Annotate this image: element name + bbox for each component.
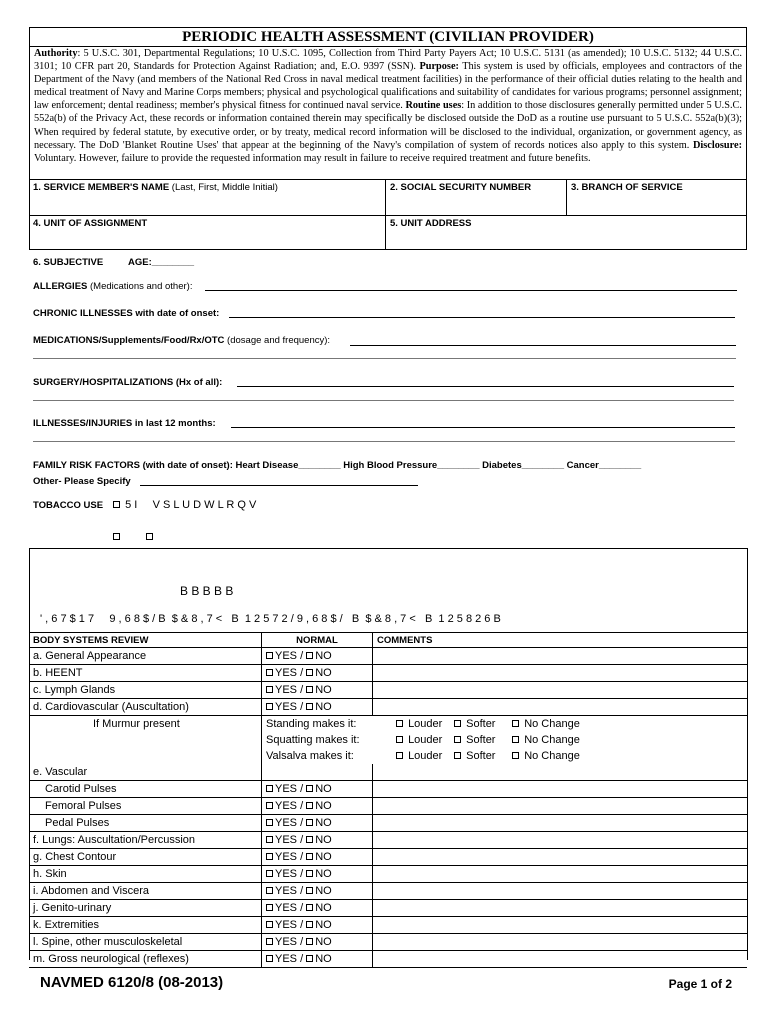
table-row	[29, 849, 747, 866]
table-row	[29, 900, 747, 917]
checkbox-icon[interactable]	[266, 938, 273, 945]
tobacco-checkbox-icon[interactable]	[146, 529, 155, 547]
table-row	[29, 781, 747, 798]
divider	[385, 179, 386, 250]
comments-cell[interactable]	[373, 951, 748, 968]
table-row	[29, 917, 747, 934]
comments-cell[interactable]	[373, 699, 748, 716]
checkbox-icon[interactable]	[266, 785, 273, 792]
other-specify-input-line[interactable]	[140, 485, 418, 486]
comments-cell[interactable]	[373, 934, 748, 951]
body-systems-table	[29, 632, 747, 968]
checkbox-icon[interactable]	[266, 836, 273, 843]
illnesses-label: ILLNESSES/INJURIES in last 12 months:	[33, 418, 216, 429]
comments-cell[interactable]	[373, 781, 748, 798]
tobacco-use-options[interactable]: 5 I V S L U D W L R Q V	[113, 499, 256, 511]
system-label: f. Lungs: Auscultation/Percussion	[29, 832, 262, 849]
normal-yes-no[interactable]: YES / NO	[262, 832, 373, 849]
table-row	[29, 883, 747, 900]
murmur-row-label: Valsalva makes it:	[266, 750, 354, 762]
surgery-input-line[interactable]	[237, 386, 734, 387]
table-row	[29, 866, 747, 883]
checkbox-icon[interactable]	[266, 652, 273, 659]
service-member-name-field[interactable]: 1. SERVICE MEMBER'S NAME (Last, First, Middle Initial)	[33, 182, 278, 193]
comments-cell[interactable]	[373, 917, 748, 934]
system-label: Carotid Pulses	[45, 783, 117, 795]
checkbox-icon[interactable]	[306, 904, 313, 911]
system-label: i. Abdomen and Viscera	[29, 883, 262, 900]
table-row: Squatting makes it: Louder Softer No Change	[29, 732, 747, 748]
system-label: e. Vascular	[29, 764, 262, 781]
murmur-row-label: Squatting makes it:	[266, 734, 360, 746]
checkbox-icon[interactable]	[396, 752, 403, 759]
unit-of-assignment-field[interactable]: 4. UNIT OF ASSIGNMENT	[33, 218, 148, 229]
family-risk-factors[interactable]: FAMILY RISK FACTORS (with date of onset): Heart Disease________ High Blood Pressure________ Diabetes________ Cancer________	[33, 460, 642, 471]
tobacco-checkbox-icon[interactable]	[113, 501, 120, 508]
other-specify-label: Other- Please Specify	[33, 476, 131, 487]
comments-cell[interactable]	[373, 815, 748, 832]
checkbox-icon[interactable]	[306, 652, 313, 659]
normal-yes-no[interactable]: YES / NO	[262, 917, 373, 934]
medications-label: MEDICATIONS/Supplements/Food/Rx/OTC (dosage and frequency):	[33, 335, 331, 346]
ssn-field[interactable]: 2. SOCIAL SECURITY NUMBER	[390, 182, 532, 193]
checkbox-icon[interactable]	[266, 802, 273, 809]
form-title: PERIODIC HEALTH ASSESSMENT (CIVILIAN PROVIDER)	[29, 27, 747, 47]
normal-yes-no[interactable]: YES / NO	[262, 815, 373, 832]
normal-yes-no[interactable]: YES / NO	[262, 648, 373, 665]
checkbox-icon[interactable]	[306, 836, 313, 843]
system-label: l. Spine, other musculoskeletal	[29, 934, 262, 951]
table-row	[29, 951, 747, 968]
normal-yes-no[interactable]: YES / NO	[262, 665, 373, 682]
surgery-label: SURGERY/HOSPITALIZATIONS (Hx of all):	[33, 377, 223, 388]
divider	[747, 548, 748, 960]
divider	[566, 179, 567, 215]
checkbox-icon[interactable]	[396, 736, 403, 743]
checkbox-icon[interactable]	[454, 736, 461, 743]
divider	[29, 548, 747, 549]
checkbox-icon[interactable]	[266, 686, 273, 693]
normal-yes-no[interactable]: YES / NO	[262, 849, 373, 866]
comments-cell[interactable]	[373, 682, 748, 699]
checkbox-icon[interactable]	[306, 686, 313, 693]
subjective-label: 6. SUBJECTIVE	[33, 257, 104, 268]
system-label: g. Chest Contour	[29, 849, 262, 866]
tobacco-use-label: TOBACCO USE	[33, 500, 104, 511]
chronic-illnesses-input-line[interactable]	[229, 317, 735, 318]
disclosure-label: Disclosure:	[693, 139, 743, 151]
normal-yes-no[interactable]: YES / NO	[262, 951, 373, 968]
branch-of-service-field[interactable]: 3. BRANCH OF SERVICE	[571, 182, 683, 193]
system-label: m. Gross neurological (reflexes)	[29, 951, 262, 968]
checkbox-icon[interactable]	[266, 904, 273, 911]
murmur-label: If Murmur present	[93, 718, 180, 730]
comments-cell[interactable]	[373, 866, 748, 883]
checkbox-icon[interactable]	[266, 819, 273, 826]
comments-cell[interactable]	[373, 665, 748, 682]
tobacco-checkbox-icon[interactable]	[113, 529, 122, 547]
normal-yes-no[interactable]: YES / NO	[262, 866, 373, 883]
checkbox-icon[interactable]	[266, 921, 273, 928]
system-label: a. General Appearance	[29, 648, 262, 665]
chronic-illnesses-label: CHRONIC ILLNESSES with date of onset:	[33, 308, 220, 319]
table-row	[29, 934, 747, 951]
table-row	[29, 798, 747, 815]
normal-yes-no[interactable]: YES / NO	[262, 900, 373, 917]
table-row	[29, 764, 747, 781]
checkbox-icon[interactable]	[266, 887, 273, 894]
checkbox-icon[interactable]	[266, 870, 273, 877]
authority-text: : 5 U.S.C. 301, Departmental Regulations; 10 U.S.C. 1095, Collection from Third Party Payers Act; 10 U.S.C. 5131 (as amended); 10 U.S.C. 5132; 44 U.S.C. 3101; 10 CFR part 20, Standards for Protection Against Radiation; and, E.O. 9397 (SSN).	[34, 48, 742, 73]
checkbox-icon[interactable]	[266, 955, 273, 962]
comments-cell[interactable]	[373, 832, 748, 849]
system-label: h. Skin	[29, 866, 262, 883]
illnesses-input-line[interactable]	[231, 427, 735, 428]
checkbox-icon[interactable]	[266, 703, 273, 710]
privacy-statement	[34, 47, 742, 165]
checkbox-icon[interactable]	[306, 785, 313, 792]
system-label: d. Cardiovascular (Auscultation)	[29, 699, 262, 716]
checkbox-icon[interactable]	[306, 921, 313, 928]
header-body-systems: BODY SYSTEMS REVIEW	[29, 633, 262, 648]
checkbox-icon[interactable]	[396, 720, 403, 727]
authority-label: Authority	[34, 48, 78, 59]
normal-yes-no[interactable]: YES / NO	[262, 682, 373, 699]
system-label: b. HEENT	[29, 665, 262, 682]
checkbox-icon[interactable]	[454, 752, 461, 759]
system-label: Femoral Pulses	[45, 800, 122, 812]
table-row: If Murmur present Standing makes it: Louder Softer No Change	[29, 716, 747, 733]
checkbox-icon[interactable]	[306, 853, 313, 860]
checkbox-icon[interactable]	[266, 853, 273, 860]
checkbox-icon[interactable]	[454, 720, 461, 727]
system-label: Pedal Pulses	[45, 817, 110, 829]
checkbox-icon[interactable]	[306, 703, 313, 710]
checkbox-icon[interactable]	[306, 819, 313, 826]
garbled-text: B B B B B	[180, 584, 234, 598]
garbled-text: ' , 6 7 $ 1 7 9 , 6 8 $ / B $ & 8 , 7 < B 1 2 5 7 2 / 9 , 6 8 $ / B $ & 8 , 7 < B 1 2 5 8 2 6 B	[40, 613, 501, 625]
table-row	[29, 815, 747, 832]
purpose-text: This system is used by officials, employees and contractors of the Department of the Navy (and members of the National Red Cross in naval medical treatment facilities) in the performance of their official duties relating to the health and medical treatment of Navy and Marine Corps members; physical and psychological qualifications and suitability of candidates for various programs; personnel assignment; law enforcement; dental readiness; member's physical fitness for continued naval service.	[34, 61, 742, 112]
surgery-input-line-2[interactable]	[33, 400, 734, 401]
checkbox-icon[interactable]	[306, 870, 313, 877]
medications-input-line-2[interactable]	[33, 358, 736, 359]
table-row	[29, 832, 747, 849]
checkbox-icon[interactable]	[512, 720, 519, 727]
normal-yes-no[interactable]: YES / NO	[262, 798, 373, 815]
age-field[interactable]: AGE:________	[128, 257, 195, 268]
allergies-input-line[interactable]	[205, 290, 737, 291]
table-row	[29, 648, 747, 665]
normal-yes-no[interactable]: YES / NO	[262, 699, 373, 716]
normal-yes-no[interactable]: YES / NO	[262, 883, 373, 900]
header-comments: COMMENTS	[373, 633, 748, 648]
checkbox-icon[interactable]	[306, 802, 313, 809]
normal-yes-no[interactable]: YES / NO	[262, 781, 373, 798]
table-row	[29, 699, 747, 716]
form-number: NAVMED 6120/8 (08-2013)	[40, 974, 224, 991]
illnesses-input-line-2[interactable]	[33, 441, 735, 442]
purpose-label: Purpose:	[419, 61, 459, 73]
checkbox-icon[interactable]	[306, 938, 313, 945]
page-number: Page 1 of 2	[668, 977, 732, 991]
comments-cell[interactable]	[373, 883, 748, 900]
header-normal: NORMAL	[262, 633, 373, 648]
table-row	[29, 682, 747, 699]
allergies-label: ALLERGIES (Medications and other):	[33, 281, 193, 292]
comments-cell[interactable]	[373, 849, 748, 866]
checkbox-icon[interactable]	[306, 955, 313, 962]
checkbox-icon[interactable]	[266, 669, 273, 676]
system-label: c. Lymph Glands	[29, 682, 262, 699]
checkbox-icon[interactable]	[306, 669, 313, 676]
checkbox-icon[interactable]	[306, 887, 313, 894]
system-label: k. Extremities	[29, 917, 262, 934]
unit-address-field[interactable]: 5. UNIT ADDRESS	[390, 218, 472, 229]
table-row: Valsalva makes it: Louder Softer No Change	[29, 748, 747, 764]
system-label: j. Genito-urinary	[29, 900, 262, 917]
divider	[29, 215, 747, 216]
routine-text: : In addition to those disclosures generally permitted under 5 U.S.C. 552a(b) of the Privacy Act, these records or information contained therein may specifically be disclosed outside the DoD as a routine use pursuant to 5 U.S.C. 552a(b)(3); When required by federal statute, by executive order, or by treaty, medical record information will be disclosed to the individual, organization, or government agency, as necessary. The DoD 'Blanket Routine Uses' that appear at the beginning of the Navy's compilation of system of records notices also apply to this system.	[34, 100, 742, 151]
checkbox-icon[interactable]	[512, 736, 519, 743]
disclosure-text: Voluntary. However, failure to provide the requested information may result in failure to receive required treatment and future benefits.	[34, 152, 591, 164]
comments-cell[interactable]	[373, 648, 748, 665]
medications-input-line[interactable]	[350, 345, 736, 346]
normal-yes-no[interactable]: YES / NO	[262, 934, 373, 951]
table-row	[29, 665, 747, 682]
checkbox-icon[interactable]	[512, 752, 519, 759]
comments-cell[interactable]	[373, 900, 748, 917]
routine-label: Routine uses	[405, 100, 462, 112]
comments-cell[interactable]	[373, 798, 748, 815]
divider	[29, 179, 747, 180]
murmur-row-label: Standing makes it:	[266, 718, 357, 730]
